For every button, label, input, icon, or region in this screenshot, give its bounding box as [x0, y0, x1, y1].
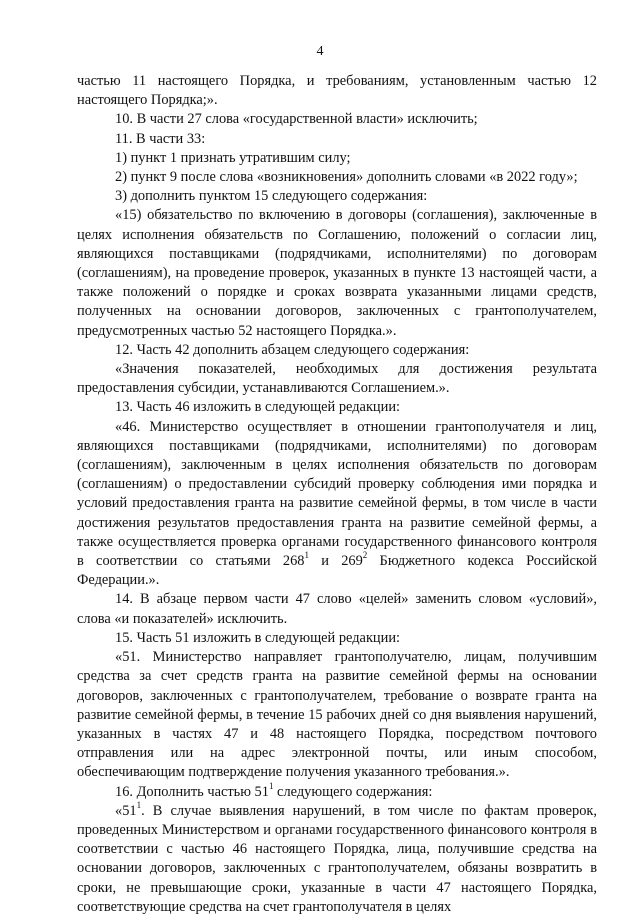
superscript: 1 [304, 550, 309, 561]
paragraph-item-12: 12. Часть 42 дополнить абзацем следующего содержания: [115, 341, 470, 358]
superscript: 2 [362, 550, 368, 561]
paragraph-point-15-quote: «15) обязательство по включению в договоры (соглашения), заключенные в целях исполнения обязательств по Соглашению, положений о согласии лиц, являющихся поставщиками (подрядчиками, исполнителями) по договорам (соглашениям), на проведение проверок, указанных в пункте 13 настоящей части, а также положений о порядке и сроках возврата указанными лицами средств, полученных на основании договоров, заключенных с грантополучателем, предусмотренных частью 52 настоящего Порядка.». [77, 207, 597, 339]
text-run: . В случае выявления нарушений, в том числе по фактам проверок, проведенных Министерством и органами государственного финансового контроля в соответствии с частью 46 настоящего Порядка, лица, получившие средства на основании договоров, заключенных с грантополучателем, обязаны возвратить в сроки, не превышающие сроки, указанные в части 47 настоящего Порядка, соответствующие средства на счет грантополучателя в целях [77, 802, 597, 915]
paragraph-item-13: 13. Часть 46 изложить в следующей редакции: [115, 399, 401, 416]
text-run: 16. Дополнить частью 51 [115, 783, 269, 800]
page-number: 4 [316, 44, 324, 59]
superscript: 1 [268, 780, 274, 791]
paragraph-item-10: 10. В части 27 слова «государственной власти» исключить; [115, 111, 478, 128]
paragraph-item-14: 14. В абзаце первом части 47 слово «целей» заменить словом «условий», слова «и показателей» исключить. [77, 591, 597, 627]
paragraph-part-46-quote [77, 418, 597, 591]
text-run: «51 [115, 802, 137, 819]
text-run: и 269 [308, 553, 363, 570]
paragraph-continuation: частью 11 настоящего Порядка, и требованиям, установленным частью 12 настоящего Порядка;». [77, 73, 597, 109]
paragraph-subitem-2: 2) пункт 9 после слова «возникновения» дополнить словами «в 2022 году»; [115, 169, 578, 186]
paragraph-item-16 [77, 780, 597, 802]
paragraph-part-51-1-quote [77, 799, 597, 917]
paragraph-part-51-quote: «51. Министерство направляет грантополучателю, лицам, получившим средства за счет средств гранта на развитие семейной фермы на основании договоров, заключенных с грантополучателем, требование о возврате гранта на развитие семейной фермы, в течение 15 рабочих дней со дня выявления нарушений, указанных в частях 47 и 48 настоящего Порядка, посредством почтового отправления или на адрес электронной почты, или иным способом, обеспечивающим подтверждение получения указанного требования.». [77, 649, 597, 781]
paragraph-subitem-3: 3) дополнить пунктом 15 следующего содержания: [115, 188, 428, 205]
paragraph-item-11: 11. В части 33: [115, 130, 206, 147]
text-run: «46. Министерство осуществляет в отношении грантополучателя и лиц, являющихся поставщиками (подрядчиками, исполнителями) по договорам (соглашениям), заключенным в целях исполнения обязательств по договорам (соглашениям) о предоставлении субсидий проверку соблюдения ими порядка и условий предоставления гранта на развитие семейной фермы, в том числе в части достижения результатов предоставления гранта на развитие семейной фермы, а также осуществляется проверка органами государственного финансового контроля в соответствии со статьями 268 [77, 418, 597, 570]
text-run: следующего содержания: [273, 783, 433, 800]
superscript: 1 [136, 799, 142, 810]
paragraph-indicators-quote: «Значения показателей, необходимых для достижения результата предоставления субсидии, устанавливаются Соглашением.». [77, 361, 597, 397]
paragraph-item-15: 15. Часть 51 изложить в следующей редакции: [115, 629, 401, 646]
text-run: Бюджетного кодекса Российской Федерации.». [77, 553, 598, 589]
document-body [77, 72, 597, 917]
paragraph-subitem-1: 1) пункт 1 признать утратившим силу; [115, 149, 351, 166]
